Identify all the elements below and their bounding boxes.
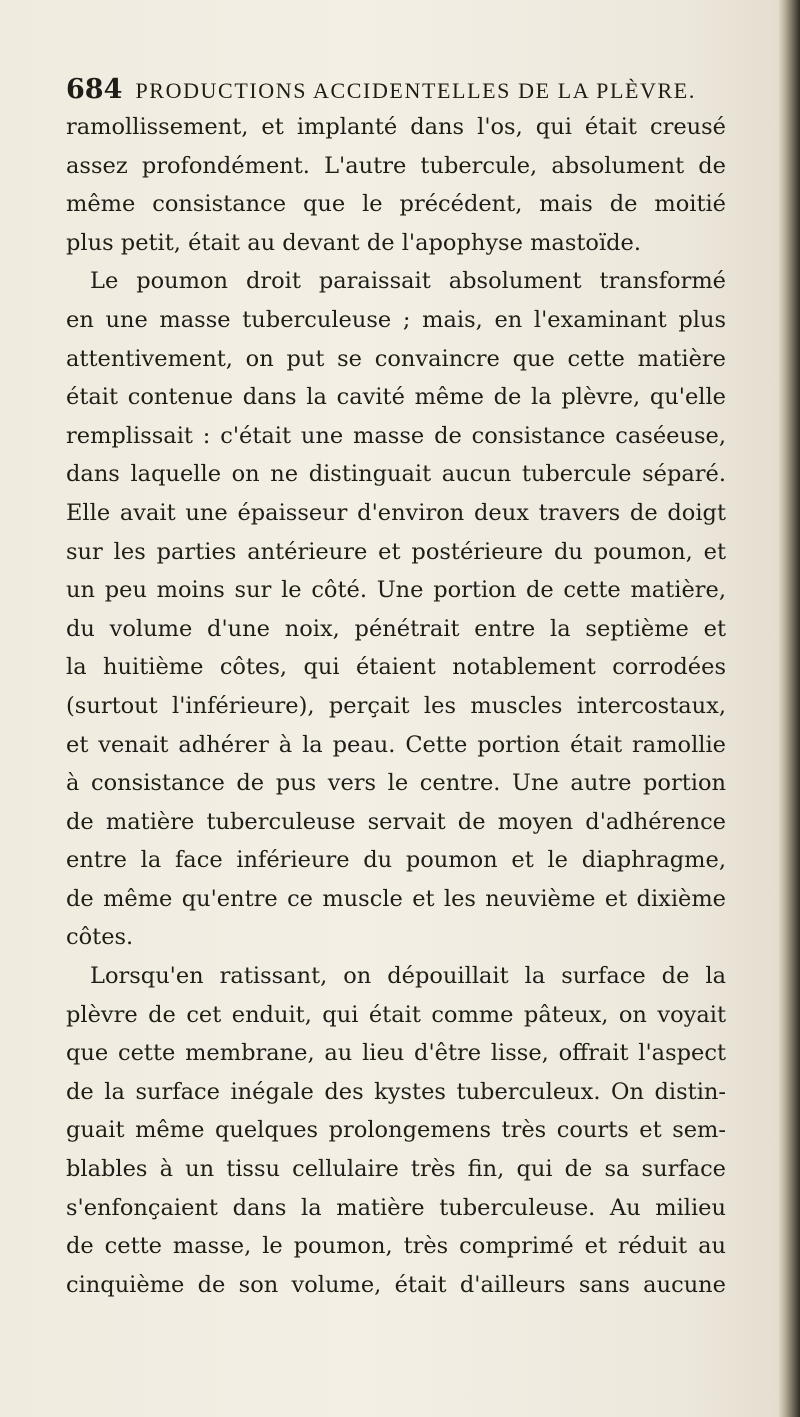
text-line: même consistance que le précédent, mais de moitié [66,191,726,218]
text-line: entre la face inférieure du poumon et le diaphragme, [66,847,726,874]
text-line: guait même quelques prolongemens très courts et sem- [66,1117,726,1144]
page-number: 684 [66,74,123,105]
text-line: dans laquelle on ne distinguait aucun tubercule séparé. [66,461,726,488]
running-title: PRODUCTIONS ACCIDENTELLES DE LA PLÈVRE. [135,78,696,103]
text-line: était contenue dans la cavité même de la plèvre, qu'elle [66,384,726,411]
body-text [66,108,726,1304]
text-line: ramollissement, et implanté dans l'os, qui était creusé [66,114,726,140]
text-line: un peu moins sur le côté. Une portion de cette matière, [66,577,726,604]
text-line: en une masse tuberculeuse ; mais, en l'examinant plus [66,306,726,333]
text-line: cinquième de son volume, était d'ailleurs sans aucune [66,1271,726,1298]
text-line: remplissait : c'était une masse de consistance caséeuse, [66,422,726,449]
text-line: plèvre de cet enduit, qui était comme pâteux, on voyait [66,1001,726,1028]
text-line: à consistance de pus vers le centre. Une autre portion [66,770,726,797]
text-line: plus petit, était au devant de l'apophyse mastoïde. [66,229,642,256]
text-line: de cette masse, le poumon, très comprimé et réduit au [66,1233,726,1260]
text-line: s'enfonçaient dans la matière tuberculeuse. Au milieu [66,1194,726,1221]
text-line: Lorsqu'en ratissant, on dépouillait la surface de la [90,963,726,990]
text-line: que cette membrane, au lieu d'être lisse, offrait l'aspect [66,1040,726,1067]
text-line: la huitième côtes, qui étaient notablement corrodées [66,654,726,681]
text-line: sur les parties antérieure et postérieure du poumon, et [66,538,726,565]
text-line: côtes. [66,924,134,951]
text-line: et venait adhérer à la peau. Cette portion était ramollie [66,731,726,758]
text-line: de matière tuberculeuse servait de moyen d'adhérence [66,808,726,835]
text-line: de même qu'entre ce muscle et les neuvième et dixième [66,885,726,912]
text-line: attentivement, on put se convaincre que cette matière [66,345,726,372]
page-edge-shadow [778,0,800,1417]
text-line: du volume d'une noix, pénétrait entre la septième et [66,615,726,642]
text-line: Elle avait une épaisseur d'environ deux travers de doigt [66,499,726,526]
text-line: Le poumon droit paraissait absolument transformé [90,268,726,295]
text-line: de la surface inégale des kystes tuberculeux. On distin- [66,1078,726,1105]
text-line: blables à un tissu cellulaire très fin, qui de sa surface [66,1156,726,1183]
text-line: assez profondément. L'autre tubercule, absolument de [66,152,726,179]
text-line: (surtout l'inférieure), perçait les muscles intercostaux, [66,692,726,719]
